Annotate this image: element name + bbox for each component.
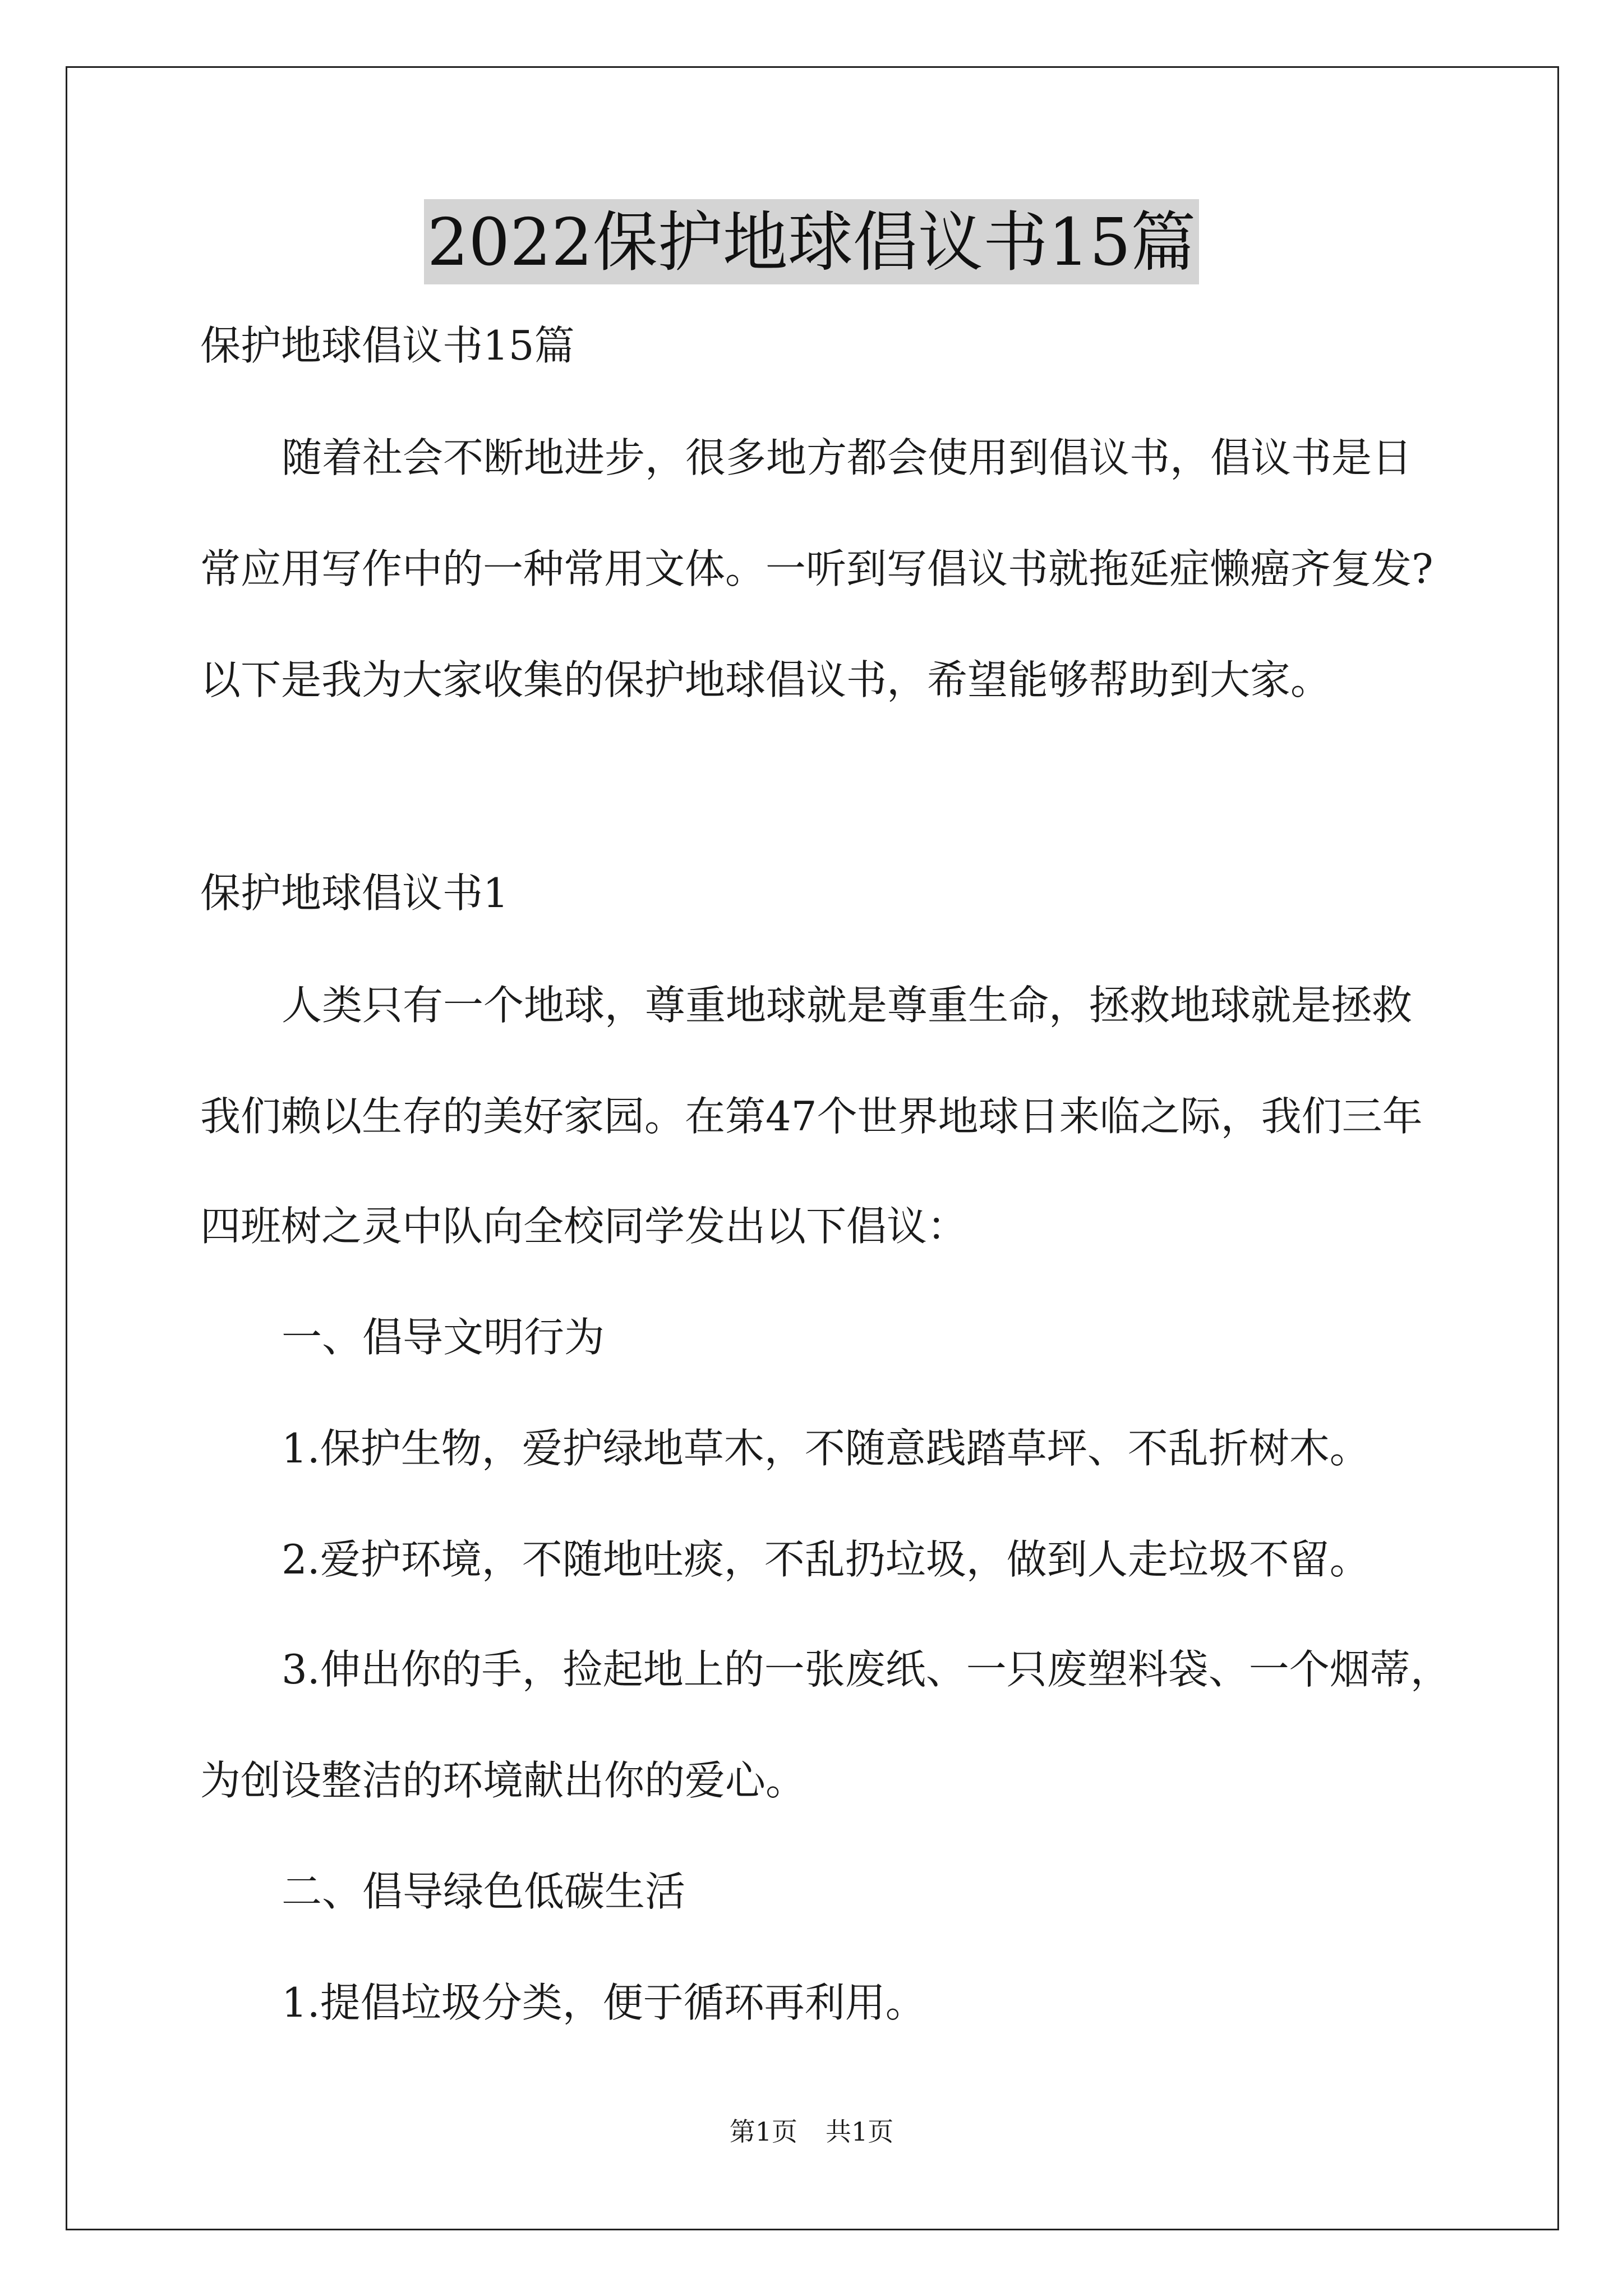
list-item: 1.保护生物，爱护绿地草木，不随意践踏草坪、不乱折树木。 xyxy=(282,1425,1370,1472)
subheading-line: 一、倡导文明行为 xyxy=(282,1314,605,1361)
list-item: 1.提倡垃圾分类，便于循环再利用。 xyxy=(282,1979,926,2026)
subheading-line: 二、倡导绿色低碳生活 xyxy=(282,1868,686,1915)
paragraph-line: 随着社会不断地进步，很多地方都会使用到倡议书，倡议书是日 xyxy=(282,434,1413,481)
list-item: 2.爱护环境，不随地吐痰，不乱扔垃圾，做到人走垃圾不留。 xyxy=(282,1536,1370,1583)
total-pages: 共1页 xyxy=(826,2116,894,2147)
paragraph-line: 人类只有一个地球，尊重地球就是尊重生命，拯救地球就是拯救 xyxy=(282,982,1413,1029)
document-title: 2022保护地球倡议书15篇 xyxy=(424,199,1200,284)
paragraph-line: 我们赖以生存的美好家园。在第47个世界地球日来临之际，我们三年 xyxy=(200,1093,1423,1140)
page-footer xyxy=(0,2115,1623,2148)
title-container xyxy=(0,199,1623,284)
paragraph-line: 为创设整洁的环境献出你的爱心。 xyxy=(200,1757,806,1804)
paragraph-line: 以下是我为大家收集的保护地球倡议书，希望能够帮助到大家。 xyxy=(200,656,1331,703)
paragraph-line: 常应用写作中的一种常用文体。一听到写倡议书就拖延症懒癌齐复发? xyxy=(200,545,1433,592)
section-heading: 保护地球倡议书1 xyxy=(200,869,509,917)
page-number: 第1页 xyxy=(729,2116,797,2147)
list-item: 3.伸出你的手，捡起地上的一张废纸、一只废塑料袋、一个烟蒂， xyxy=(282,1646,1451,1693)
section-heading: 保护地球倡议书15篇 xyxy=(200,322,575,369)
paragraph-line: 四班树之灵中队向全校同学发出以下倡议： xyxy=(200,1203,968,1250)
